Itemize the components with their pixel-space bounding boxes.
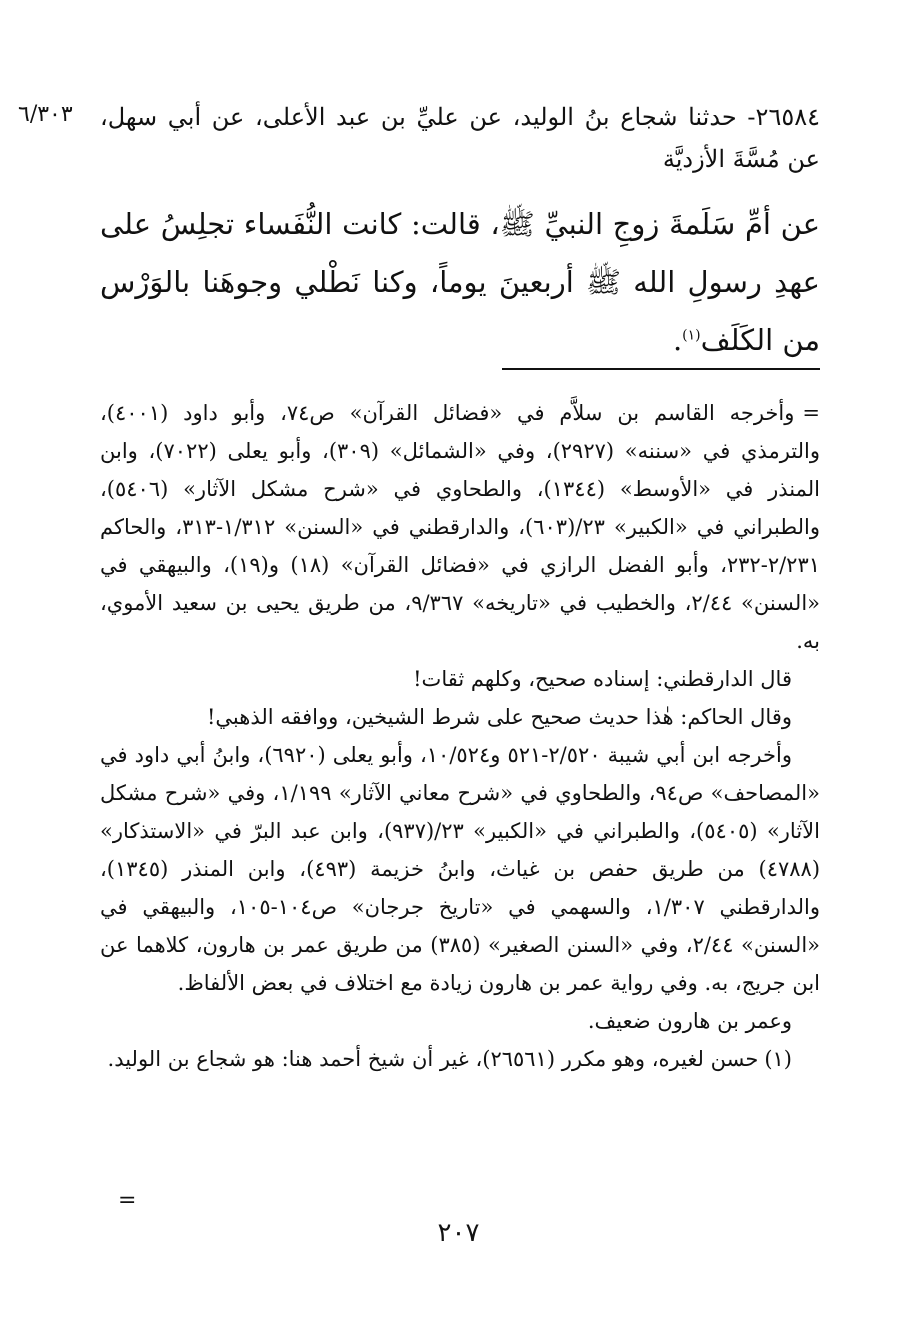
notes-section bbox=[100, 394, 820, 1078]
footnote-marker: (١) bbox=[682, 327, 701, 344]
footnote-number: (١) bbox=[764, 1047, 792, 1071]
hadith-text-body: عن أمِّ سَلَمةَ زوجِ النبيِّ ﷺ، قالت: كانت النُّفَساء تجلِسُ على عهدِ رسولِ الله ﷺ أربعينَ يوماً، وكنا نَطْلي وجوهَنا بالوَرْس من الكَلَف bbox=[100, 207, 820, 357]
note-paragraph: وعمر بن هارون ضعيف. bbox=[587, 1009, 792, 1033]
footnote bbox=[100, 1040, 820, 1078]
page-number: ٢٠٧ bbox=[437, 1218, 480, 1248]
note-paragraph: وقال الحاكم: هٰذا حديث صحيح على شرط الشيخين، ووافقه الذهبي! bbox=[206, 705, 792, 729]
continuation-end-mark: = bbox=[118, 1188, 137, 1213]
note-paragraph bbox=[100, 394, 820, 660]
note-paragraph: وأخرجه ابن أبي شيبة ٢/٥٢٠-٥٢١ و١٠/٥٢٤، وأبو يعلى (٦٩٢٠)، وابنُ أبي داود في «المصاحف» ص٩٤، والطحاوي في «شرح معاني الآثار» ١/١٩٩، وفي «شرح مشكل الآثار» (٥٤٠٥)، والطبراني في «الكبير» ٢٣/(٩٣٧)، وابن عبد البرّ في «الاستذكار» (٤٧٨٨) من طريق حفص بن غياث، وابنُ خزيمة (٤٩٣)، وابن المنذر (١٣٤٥)، والدارقطني ١/٣٠٧، والسهمي في «تاريخ جرجان» ص١٠٤-١٠٥، والبيهقي في «السنن» ٢/٤٤، وفي «السنن الصغير» (٣٨٥) من طريق عمر بن هارون، كلاهما عن ابن جريج، به. وفي رواية عمر بن هارون زيادة مع اختلاف في بعض الألفاظ. bbox=[100, 743, 821, 995]
margin-reference: ٦/٣٠٣ bbox=[18, 102, 73, 127]
footnote-text: حسن لغيره، وهو مكرر (٢٦٥٦١)، غير أن شيخ أحمد هنا: هو شجاع بن الوليد. bbox=[107, 1047, 759, 1071]
hadith-chain: ٢٦٥٨٤- حدثنا شجاع بنُ الوليد، عن عليِّ بن عبد الأعلى، عن أبي سهل، عن مُسَّةَ الأزديَّة bbox=[100, 103, 820, 173]
note-paragraph-text: وأخرجه القاسم بن سلاَّم في «فضائل القرآن» ص٧٤، وأبو داود (٤٠٠١)، والترمذي في «سننه» (٢٩٢٧)، وفي «الشمائل» (٣٠٩)، وأبو يعلى (٧٠٢٢)، وابن المنذر في «الأوسط» (١٣٤٤)، والطحاوي في «شرح مشكل الآثار» (٥٤٠٦)، والطبراني في «الكبير» ٢٣/(٦٠٣)، والدارقطني في «السنن» ١/٣١٢-٣١٣، والحاكم ٢/٢٣١-٢٣٢، وأبو الفضل الرازي في «فضائل القرآن» (١٨) و(١٩)، والبيهقي في «السنن» ٢/٤٤، والخطيب في «تاريخه» ٩/٣٦٧، من طريق يحيى بن سعيد الأموي، به. bbox=[100, 401, 821, 653]
hadith-text-end: . bbox=[672, 323, 683, 357]
continuation-mark: = bbox=[802, 401, 820, 425]
note-paragraph: قال الدارقطني: إسناده صحيح، وكلهم ثقات! bbox=[413, 667, 792, 691]
notes-divider bbox=[502, 368, 820, 370]
hadith-text bbox=[100, 195, 820, 369]
